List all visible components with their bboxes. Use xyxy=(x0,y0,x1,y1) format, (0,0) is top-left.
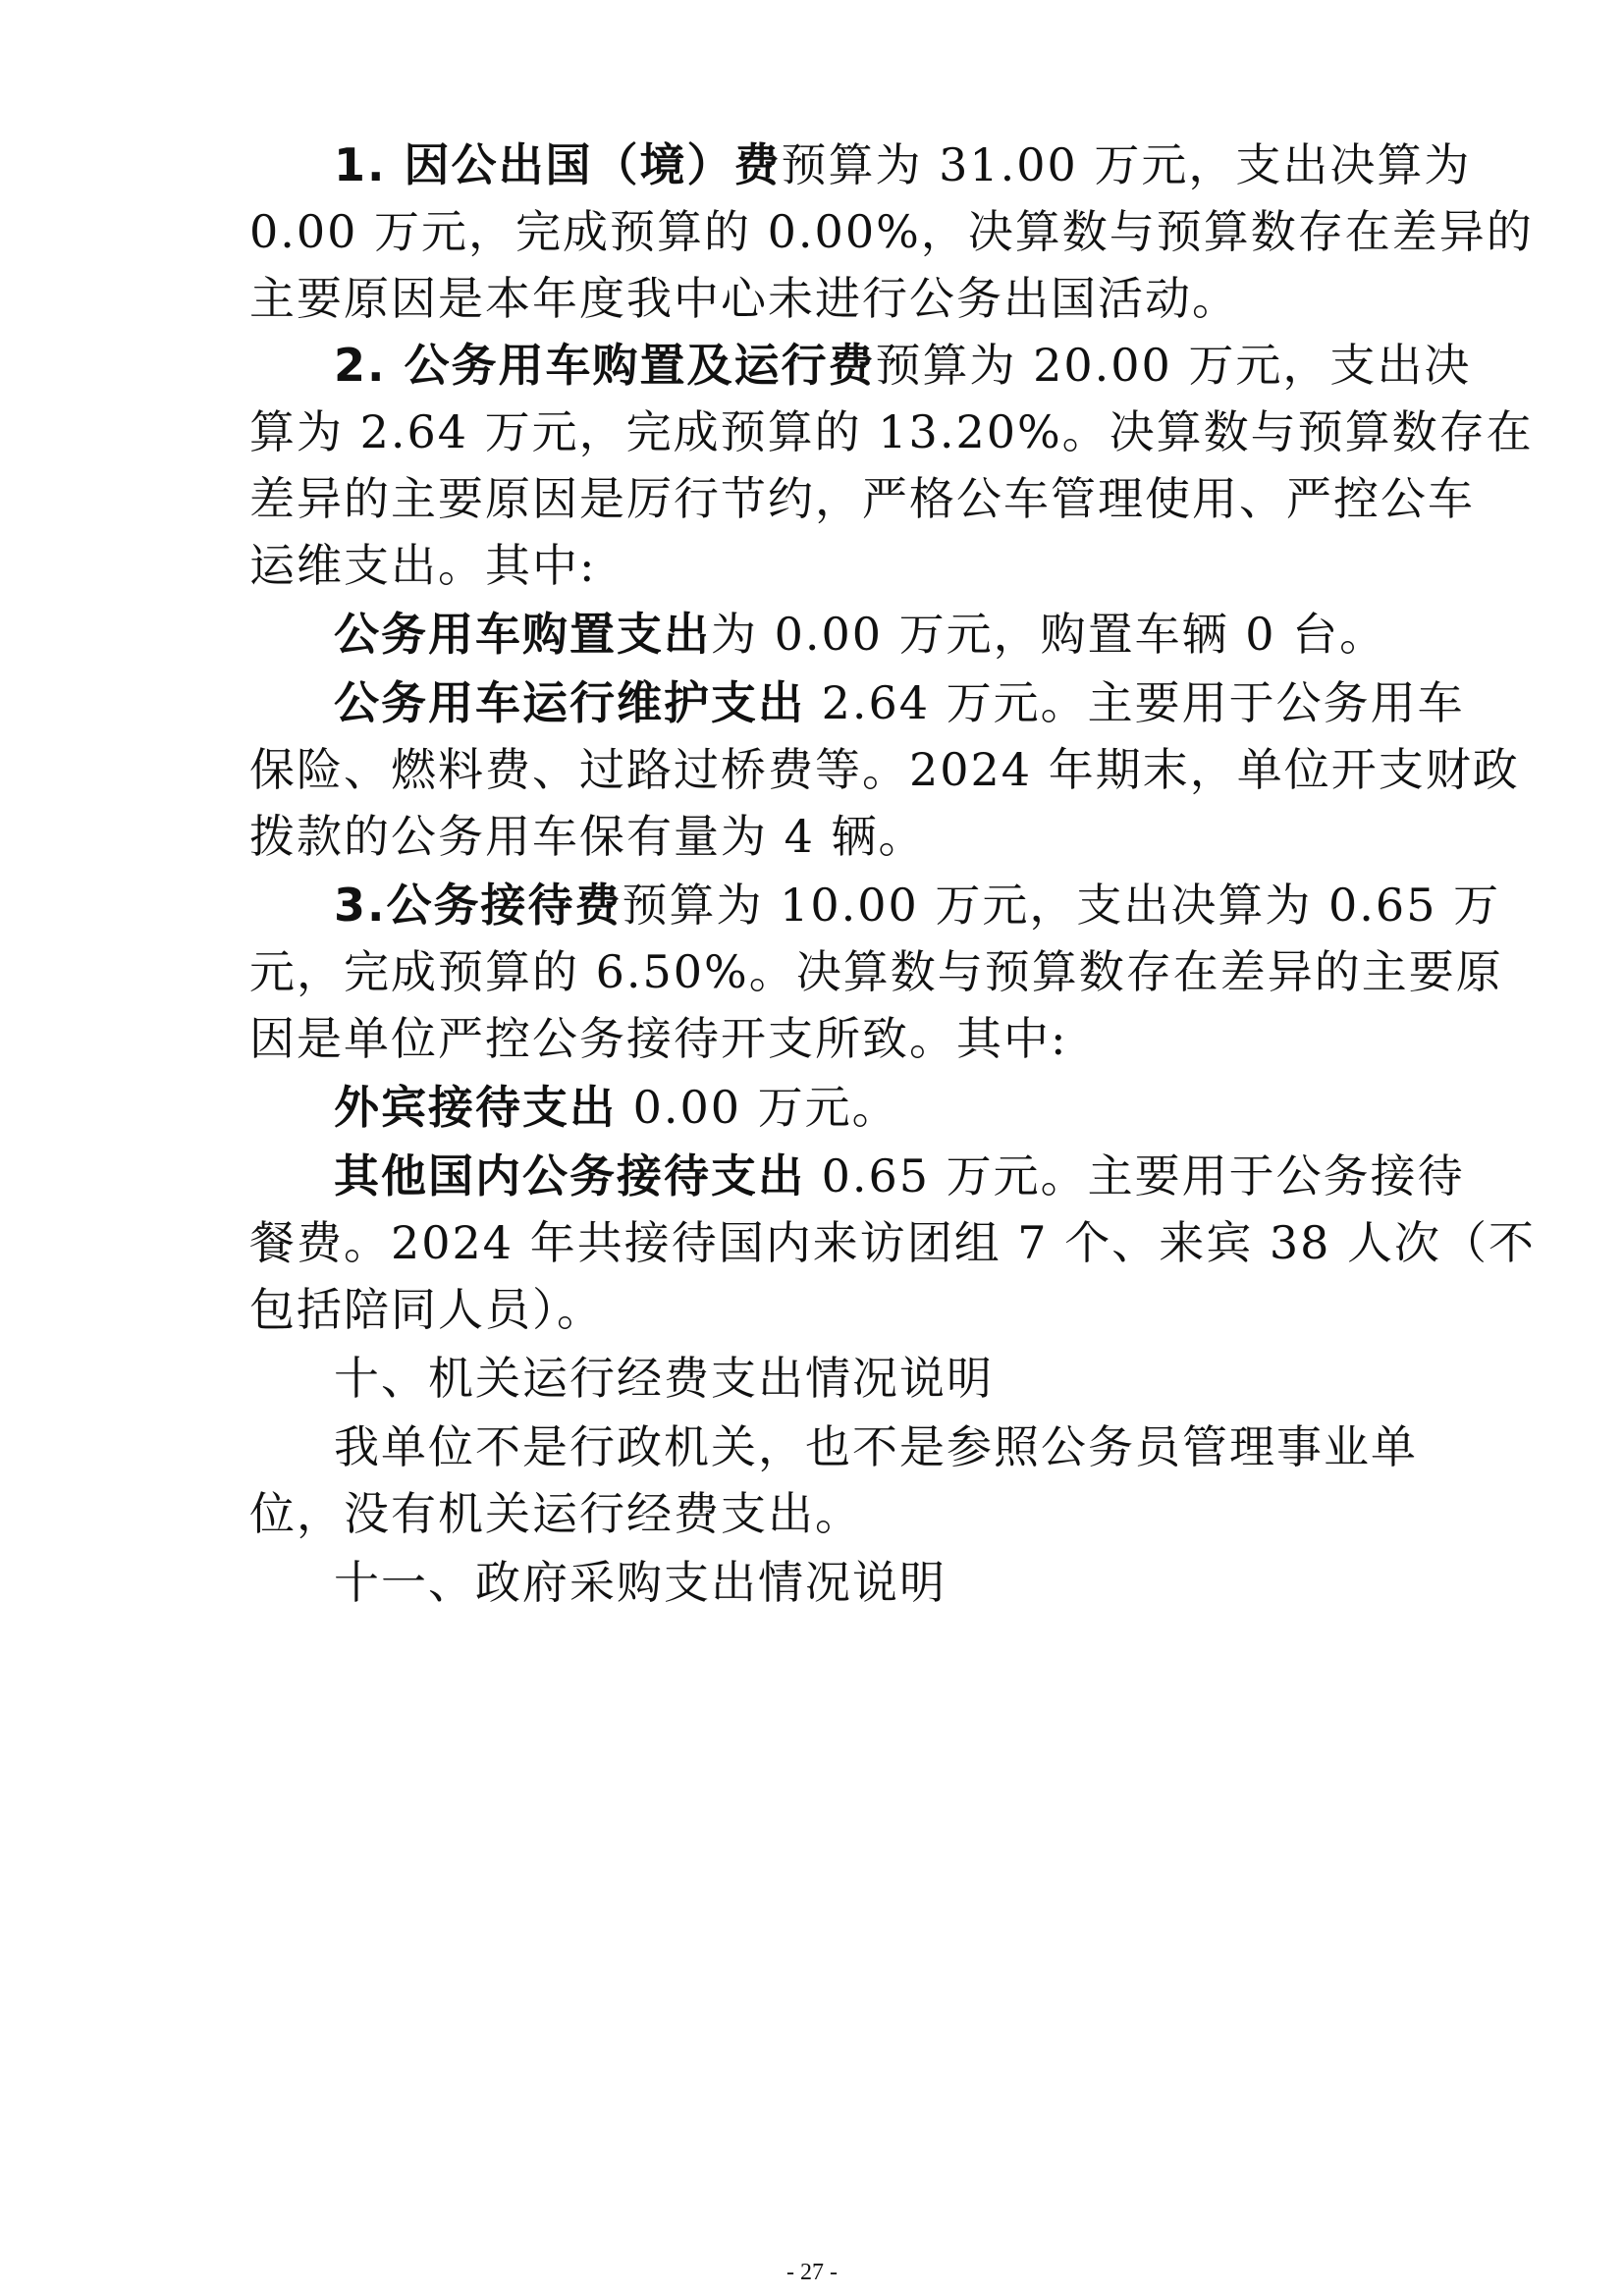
section-title: 十一、政府采购支出情况说明 xyxy=(334,1556,947,1609)
line-text: 包括陪同人员）。 xyxy=(249,1283,604,1336)
bold-heading: 1. 因公出国（境）费 xyxy=(334,138,782,191)
line-text: 0.00 万元。 xyxy=(617,1081,899,1134)
line-text: 算为 2.64 万元，完成预算的 13.20%。决算数与预算数存在 xyxy=(249,405,1534,458)
line-text: 预算为 20.00 万元，支出决 xyxy=(875,339,1472,392)
paragraph-line xyxy=(249,1474,1388,1553)
bold-heading: 外宾接待支出 xyxy=(334,1081,617,1134)
line-text: 餐费。2024 年共接待国内来访团组 7 个、来宾 38 人次（不 xyxy=(249,1216,1536,1269)
section-title: 十、机关运行经费支出情况说明 xyxy=(334,1352,994,1405)
line-text: 为 0.00 万元，购置车辆 0 台。 xyxy=(711,608,1387,661)
line-text: 元，完成预算的 6.50%。决算数与预算数存在差异的主要原 xyxy=(249,945,1503,998)
line-text: 保险、燃料费、过路过桥费等。2024 年期末，单位开支财政 xyxy=(249,743,1520,796)
bold-heading: 公务用车购置支出 xyxy=(334,608,711,661)
bold-heading: 3.公务接待费 xyxy=(334,879,623,932)
line-text: 主要原因是本年度我中心未进行公务出国活动。 xyxy=(249,272,1239,325)
line-text: 运维支出。其中: xyxy=(249,539,597,592)
bold-heading: 公务用车运行维护支出 xyxy=(334,676,805,729)
line-text: 0.00 万元，完成预算的 0.00%，决算数与预算数存在差异的 xyxy=(249,205,1534,258)
section-heading xyxy=(334,1543,1388,1622)
paragraph-line xyxy=(249,999,1388,1078)
line-text: 0.65 万元。主要用于公务接待 xyxy=(805,1149,1465,1202)
line-text: 2.64 万元。主要用于公务用车 xyxy=(805,676,1465,729)
line-text: 拨款的公务用车保有量为 4 辆。 xyxy=(249,810,926,863)
line-text: 预算为 31.00 万元，支出决算为 xyxy=(781,138,1472,191)
line-text: 因是单位严控公务接待开支所致。其中: xyxy=(249,1012,1068,1065)
line-text: 预算为 10.00 万元，支出决算为 0.65 万 xyxy=(622,879,1501,932)
line-text: 位，没有机关运行经费支出。 xyxy=(249,1487,862,1540)
bold-heading: 其他国内公务接待支出 xyxy=(334,1149,805,1202)
page-number: - 27 - xyxy=(786,2260,838,2285)
paragraph-line xyxy=(334,1068,1388,1147)
paragraph-line xyxy=(249,797,1388,876)
paragraph-line xyxy=(249,526,1388,605)
paragraph-line xyxy=(249,1270,1388,1349)
paragraph-line xyxy=(334,595,1388,673)
line-text: 差异的主要原因是厉行节约，严格公车管理使用、严控公车 xyxy=(249,472,1475,525)
bold-heading: 2. 公务用车购置及运行费 xyxy=(334,339,876,392)
section-heading xyxy=(334,1339,1388,1417)
line-text: 我单位不是行政机关，也不是参照公务员管理事业单 xyxy=(334,1420,1418,1473)
